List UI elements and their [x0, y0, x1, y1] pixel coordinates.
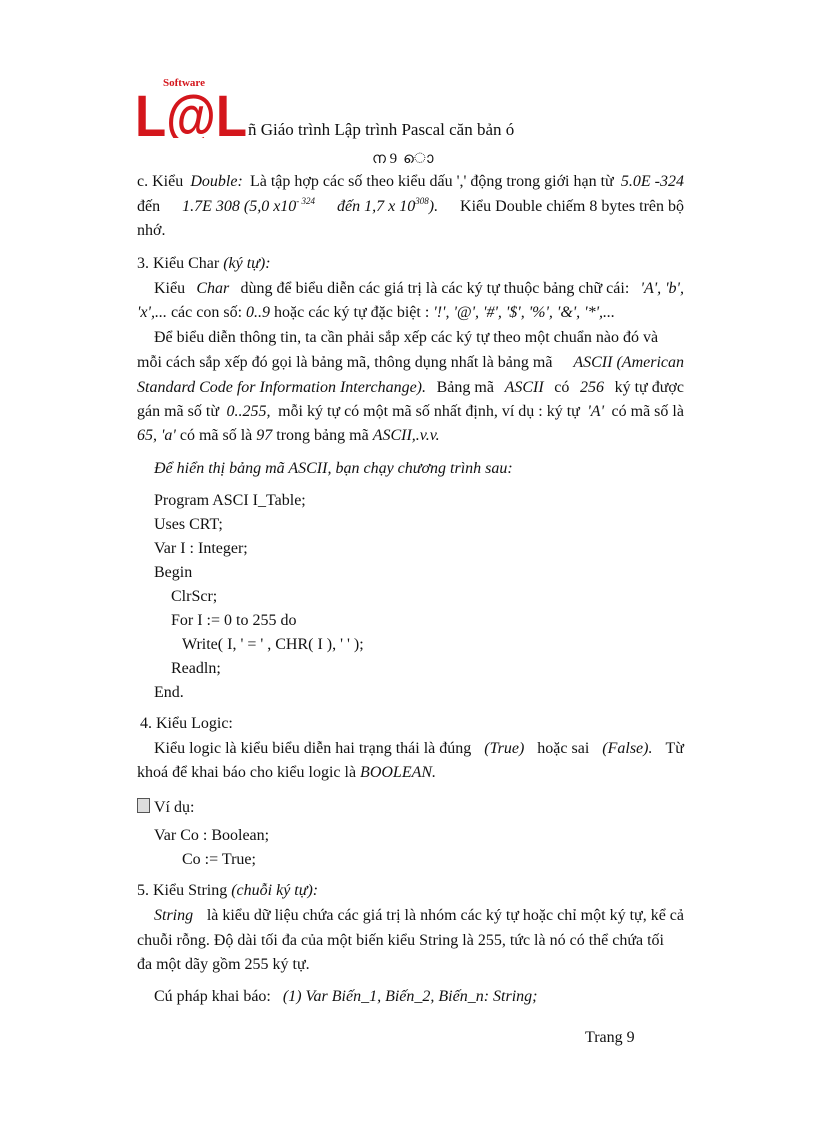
char-p2-line-3: Standard Code for Information Interchange). Bảng mã ASCII có 256 ký tự được: [137, 379, 684, 396]
char-p1-line-2: 'x',... các con số: 0..9 hoặc các ký tự đặc biệt : '!', '@', '#', '$', '%', '&', '*',...: [137, 304, 616, 321]
logic-code-line-1: Var Co : Boolean;: [154, 827, 270, 844]
char-p2-line-1: Để biểu diễn thông tin, ta cần phải sắp xếp các ký tự theo một chuẩn nào đó và: [154, 329, 659, 346]
code-line-3: Var I : Integer;: [154, 540, 248, 557]
char-p2-line-4: gán mã số từ 0..255, mỗi ký tự có một mã số nhất định, ví dụ : ký tự 'A' có mã số là: [137, 403, 684, 420]
string-line-3: đa một dãy gồm 255 ký tự.: [137, 956, 310, 973]
string-line-2: chuỗi rỗng. Độ dài tối đa của một biến kiểu String là 255, tức là nó có thể chứa tối: [137, 932, 664, 949]
code-line-6: For I := 0 to 255 do: [171, 612, 297, 629]
ascii-prompt: Để hiển thị bảng mã ASCII, bạn chạy chương trình sau:: [154, 460, 513, 477]
page-marker: ന 9 ൊ: [372, 151, 434, 167]
logic-line-1: Kiểu logic là kiểu biểu diễn hai trạng thái là đúng (True) hoặc sai (False). Từ: [154, 740, 684, 757]
code-line-4: Begin: [154, 564, 193, 581]
header-title: ñ Giáo trình Lập trình Pascal căn bản ó: [248, 120, 515, 139]
notepad-icon: [137, 798, 150, 813]
char-p1-line-1: Kiểu Char dùng để biểu diễn các giá trị là các ký tự thuộc bảng chữ cái: 'A', 'b',: [154, 280, 684, 297]
char-heading: 3. Kiểu Char (ký tự):: [137, 255, 271, 272]
logo-top-text: Software: [163, 77, 205, 89]
code-line-9: End.: [154, 684, 184, 701]
double-line-1: c. Kiểu Double: Là tập hợp các số theo kiểu dấu ',' động trong giới hạn từ 5.0E -324: [137, 173, 684, 190]
page-footer: Trang 9: [585, 1029, 635, 1046]
string-line-1: String là kiểu dữ liệu chứa các giá trị là nhóm các ký tự hoặc chỉ một ký tự, kể cả: [154, 907, 684, 924]
code-line-2: Uses CRT;: [154, 516, 223, 533]
logic-line-2: khoá để khai báo cho kiểu logic là BOOLEAN.: [137, 764, 437, 781]
code-line-8: Readln;: [171, 660, 221, 677]
example-label: Ví dụ:: [137, 797, 194, 816]
char-p2-line-5: 65, 'a' có mã số là 97 trong bảng mã ASCII,.v.v.: [137, 427, 440, 444]
double-line-3: nhớ.: [137, 222, 166, 239]
logo-main-text: L@L: [135, 84, 247, 138]
char-p2-line-2: mỗi cách sắp xếp đó gọi là bảng mã, thông dụng nhất là bảng mã ASCII (American: [137, 354, 684, 371]
logo-graphic: [135, 74, 247, 138]
logic-heading: 4. Kiểu Logic:: [140, 715, 233, 732]
code-line-7: Write( I, ' = ' , CHR( I ), ' ' );: [182, 636, 364, 653]
code-line-5: ClrScr;: [171, 588, 218, 605]
code-line-1: Program ASCI I_Table;: [154, 492, 306, 509]
double-line-2: đến 1.7E 308 (5,0 $x10^{- 324}$ đến 1,7 x $10^{308}$). Kiểu Double chiếm 8 bytes trên bộ: [137, 196, 684, 215]
syntax-line: Cú pháp khai báo: (1) Var Biến_1, Biến_2, Biến_n: String;: [154, 988, 538, 1005]
software-logo: [135, 74, 247, 138]
logic-code-line-2: Co := True;: [182, 851, 256, 868]
string-heading: 5. Kiểu String (chuỗi ký tự):: [137, 882, 319, 899]
